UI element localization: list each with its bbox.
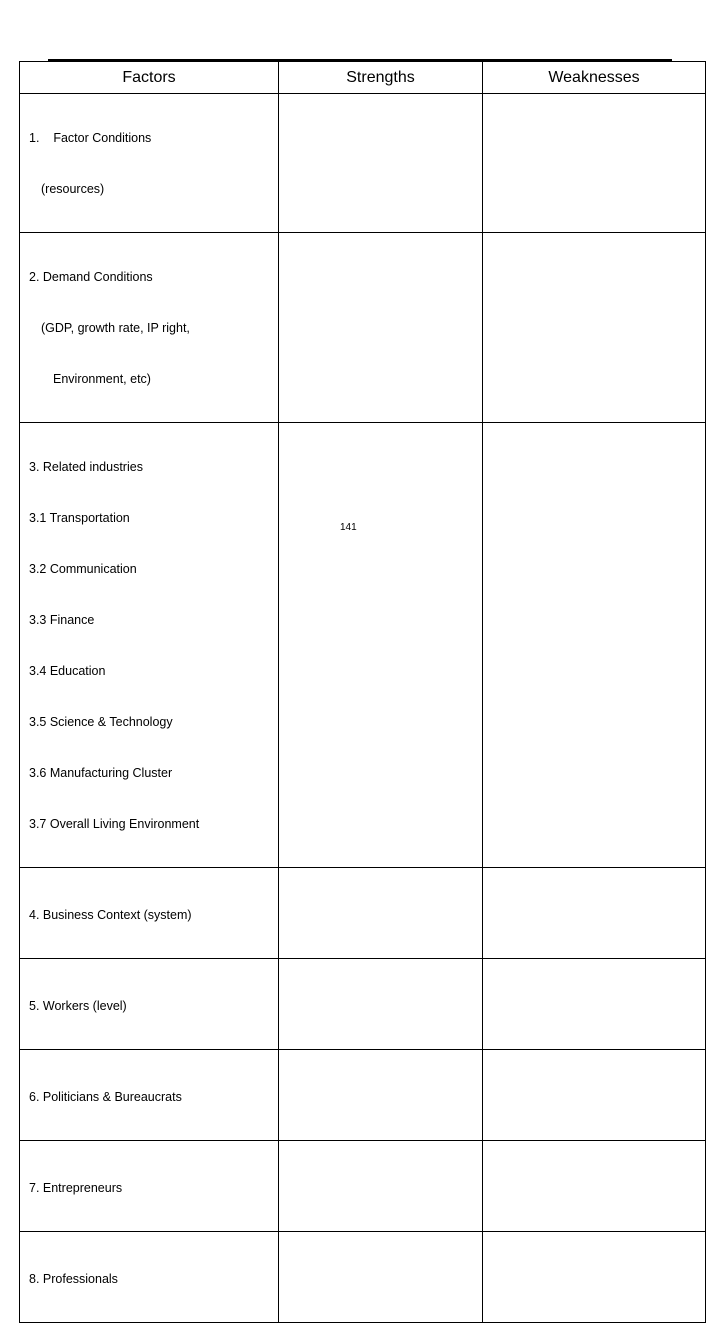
factor-line: 7. Entrepreneurs	[29, 1181, 123, 1195]
weaknesses-cell[interactable]	[483, 1232, 706, 1323]
weaknesses-cell[interactable]	[483, 959, 706, 1050]
factor-cell	[20, 233, 279, 423]
factor-line: 3.1 Transportation	[29, 511, 130, 525]
weaknesses-cell[interactable]	[483, 423, 706, 868]
swot-factors-table	[19, 61, 706, 1323]
table-row	[20, 1050, 706, 1141]
weaknesses-cell[interactable]	[483, 233, 706, 423]
factor-line: Environment, etc)	[53, 372, 151, 386]
strengths-cell[interactable]	[279, 233, 483, 423]
factor-cell	[20, 959, 279, 1050]
strengths-cell[interactable]	[279, 959, 483, 1050]
strengths-cell[interactable]	[279, 868, 483, 959]
table-row	[20, 959, 706, 1050]
factor-line: 6. Politicians & Bureaucrats	[29, 1090, 182, 1104]
factor-line: 5. Workers (level)	[29, 999, 127, 1013]
factor-line: 3.3 Finance	[29, 613, 95, 627]
weaknesses-cell[interactable]	[483, 1141, 706, 1232]
factor-line: 3.4 Education	[29, 664, 106, 678]
table-row	[20, 1232, 706, 1323]
strengths-cell[interactable]	[279, 1232, 483, 1323]
factor-line: 3.6 Manufacturing Cluster	[29, 766, 173, 780]
header-weaknesses: Weaknesses	[483, 62, 706, 94]
factor-line: (resources)	[41, 182, 105, 196]
page-number: 141	[340, 522, 357, 533]
table-row	[20, 233, 706, 423]
header-strengths: Strengths	[279, 62, 483, 94]
strengths-cell[interactable]	[279, 1141, 483, 1232]
table-row	[20, 1141, 706, 1232]
factor-cell	[20, 1141, 279, 1232]
factor-cell	[20, 94, 279, 233]
factor-line: 8. Professionals	[29, 1272, 118, 1286]
header-factors: Factors	[20, 62, 279, 94]
table-row	[20, 94, 706, 233]
weaknesses-cell[interactable]	[483, 868, 706, 959]
factor-cell	[20, 868, 279, 959]
header-row	[20, 62, 706, 94]
factor-cell	[20, 1232, 279, 1323]
factor-line: 1. Factor Conditions	[29, 131, 152, 145]
factor-line: 3.5 Science & Technology	[29, 715, 173, 729]
factor-line: 3.7 Overall Living Environment	[29, 817, 200, 831]
factor-cell	[20, 1050, 279, 1141]
factor-line: 3. Related industries	[29, 460, 143, 474]
strengths-cell[interactable]	[279, 94, 483, 233]
factor-cell	[20, 423, 279, 868]
weaknesses-cell[interactable]	[483, 94, 706, 233]
factor-line: 4. Business Context (system)	[29, 908, 192, 922]
factor-line: 2. Demand Conditions	[29, 270, 153, 284]
factor-line: (GDP, growth rate, IP right,	[41, 321, 190, 335]
table-row	[20, 868, 706, 959]
strengths-cell[interactable]	[279, 1050, 483, 1141]
table-row	[20, 423, 706, 868]
strengths-cell[interactable]	[279, 423, 483, 868]
factor-line: 3.2 Communication	[29, 562, 137, 576]
weaknesses-cell[interactable]	[483, 1050, 706, 1141]
